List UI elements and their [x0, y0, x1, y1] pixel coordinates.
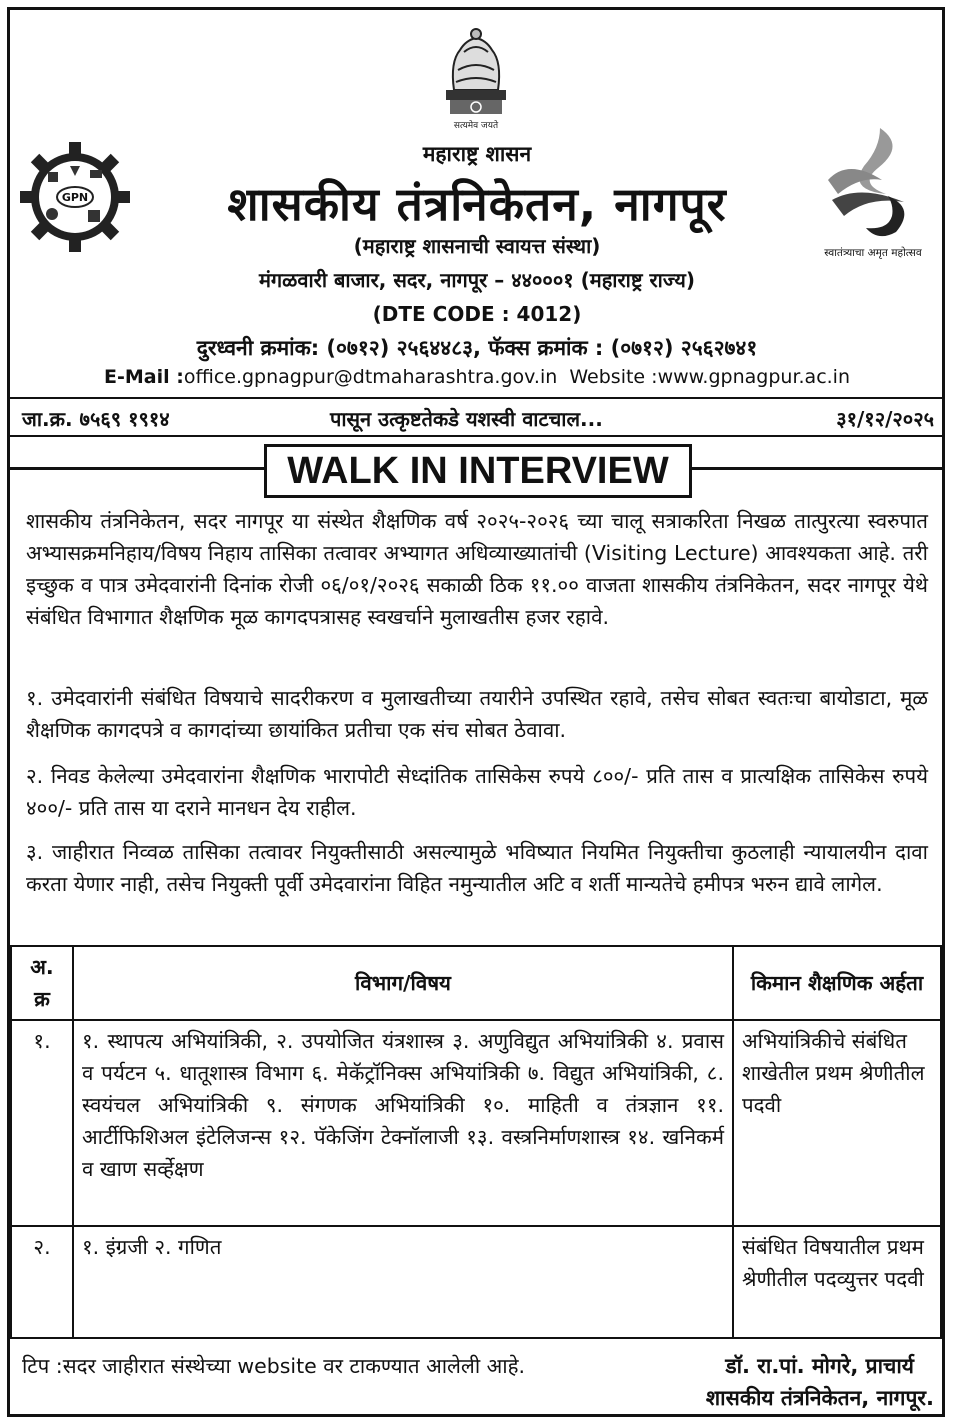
email-label: E-Mail : [103, 366, 184, 388]
table-row [11, 1226, 941, 1338]
signatory-office: शासकीय तंत्रनिकेतन, नागपूर. [705, 1386, 934, 1410]
intro-paragraph: शासकीय तंत्रनिकेतन, सदर नागपूर या संस्थेत शैक्षणिक वर्ष २०२५-२०२६ च्या चालू सत्राकरिता निखळ तात्पुरत्या स्वरुपात अभ्यासक्रमनिहाय/विषय निहाय तासिका तत्वावर अभ्यागत अधिव्याख्यातांची (Visiting Lecture) आवश्यकता आहे. तरी इच्छुक व पात्र उमेदवारांनी दिनांक रोजी ०६/०१/२०२६ सकाळी ठिक ११.०० वाजता शासकीय तंत्रनिकेतन, सदर नागपूर येथे संबंधित विभागात शैक्षणिक मूळ कागदपत्रासह स्वखर्चाने मुलाखतीस हजर रहावे. [26, 509, 928, 629]
title-rule-left [10, 467, 266, 470]
institute-name: शासकीय तंत्रनिकेतन, नागपूर [227, 177, 727, 231]
dte-code: (DTE CODE : 4012) [372, 302, 582, 326]
institute-address: मंगळवारी बाजार, सदर, नागपूर – ४४०००१ (महाराष्ट्र राज्य) [258, 268, 696, 292]
table-header-row [11, 946, 941, 1020]
website-label: Website : [569, 366, 658, 388]
emblem-motto: सत्यमेव जयते [453, 121, 499, 131]
condition-2: २. निवड केलेल्या उमेदवारांना शैक्षणिक भारापोटी सेध्दांतिक तासिकेस रुपये ८००/- प्रति तास व प्रात्यक्षिक तासिकेस रुपये ४००/- प्रति तास या दराने मानधन देय राहील. [26, 764, 928, 820]
row-subjects: १. इंग्रजी २. गणित [73, 1226, 733, 1338]
header-qualification: किमान शैक्षणिक अर्हता [733, 946, 941, 1020]
condition-3: ३. जाहीरात निव्वळ तासिका तत्वावर नियुक्तीसाठी असल्यामुळे भविष्यात नियमित नियुक्तीचा कुठलाही न्यायालयीन दावा करता येणार नाही, तसेच नियुक्ती पूर्वी उमेदवारांना विहित नमुन्यातील अटि व शर्ती मान्यतेचे हमीपत्र भरुन द्यावे लागेल. [26, 840, 928, 896]
reference-date: ३१/१२/२०२५ [836, 407, 934, 431]
row-qualification: अभियांत्रिकीचे संबंधित शाखेतील प्रथम श्रेणीतील पदवी [733, 1020, 941, 1226]
row-subjects: १. स्थापत्य अभियांत्रिकी, २. उपयोजित यंत्रशास्त्र ३. अणुविद्युत अभियांत्रिकी ४. प्रवास व पर्यटन ५. धातूशास्त्र विभाग ६. मेकॅट्रॉनिक्स अभियांत्रिकी ७. विद्युत अभियांत्रिकी, ८. स्वयंचल अभियांत्रिकी ९. संगणक अभियांत्रिकी १०. माहिती व तंत्रज्ञान ११. आर्टीफिशिअल इंटेलिजन्स १२. पॅकेजिंग टेक्नॉलाजी १३. वस्त्रनिर्माणशास्त्र १४. खनिकर्म व खाण सर्व्हेक्षण [73, 1020, 733, 1226]
reference-number: जा.क्र. ७५६९ १९१४ [22, 407, 170, 431]
national-emblem-icon [436, 22, 516, 134]
table-row [11, 1020, 941, 1226]
page-title: WALK IN INTERVIEW [264, 444, 692, 498]
reference-bar [10, 397, 942, 437]
vacancy-table [10, 945, 942, 1339]
row-serial: २. [11, 1226, 73, 1338]
gpn-logo-text: GPN [61, 191, 89, 204]
header-department: विभाग/विषय [73, 946, 733, 1020]
row-qualification: संबंधित विषयातील प्रथम श्रेणीतील पदव्युत्तर पदवी [733, 1226, 941, 1338]
institute-subtitle: (महाराष्ट्र शासनाची स्वायत्त संस्था) [353, 234, 601, 258]
tagline: पासून उत्कृष्टतेकडे यशस्वी वाटचाल... [330, 407, 603, 431]
phone-fax-line: दुरध्वनी क्रमांक: (०७१२) २५६४४८३, फॅक्स क्रमांक : (०७१२) २५६२७४१ [196, 336, 758, 360]
amrit-logo-text: स्वातंत्र्याचा अमृत महोत्सव [824, 247, 922, 259]
header-serial: अ. क्र [11, 946, 73, 1020]
signatory-name: डॉ. रा.पां. मोगरे, प्राचार्य [725, 1354, 914, 1378]
contact-line [0, 366, 954, 388]
condition-1: १. उमेदवारांनी संबंधित विषयाचे सादरीकरण व मुलाखतीच्या तयारीने उपस्थित रहावे, तसेच सोबत स्वतःचा बायोडाटा, मूळ शैक्षणिक कागदपत्रे व कागदांच्या छायांकित प्रतीचा एक संच सोबत ठेवावा. [26, 686, 928, 742]
email-link[interactable]: office.gpnagpur@dtmaharashtra.gov.in [183, 366, 558, 388]
government-name: महाराष्ट्र शासन [422, 142, 532, 166]
title-rule-right [690, 467, 942, 470]
row-serial: १. [11, 1020, 73, 1226]
footer-note: टिप :सदर जाहीरात संस्थेच्या website वर टाकण्यात आलेली आहे. [22, 1354, 526, 1378]
website-link[interactable]: www.gpnagpur.ac.in [657, 366, 851, 388]
